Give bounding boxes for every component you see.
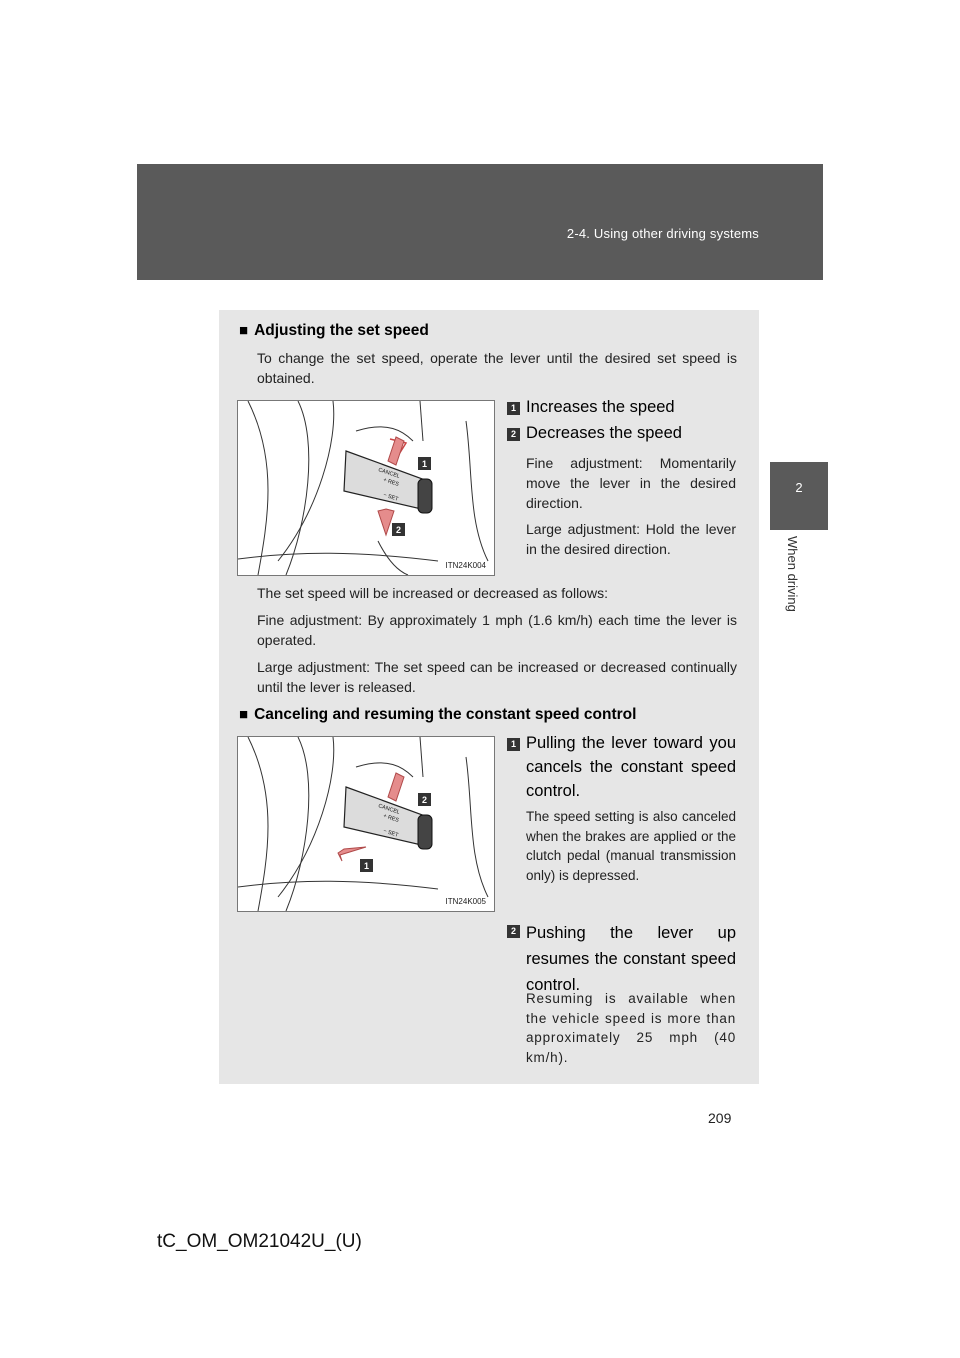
svg-text:1: 1 [363,861,370,871]
figure-code: ITN24K004 [445,561,486,570]
section2-title: Canceling and resuming the constant speed control [254,706,637,723]
square-bullet-icon: ■ [239,706,249,723]
content-panel [219,310,759,1084]
lever-illustration [238,737,494,911]
step-increase: Increases the speed [526,398,675,416]
step-resume: Pushing the lever up resumes the constant speed control. [526,924,736,994]
svg-text:2: 2 [421,795,428,805]
arrow-up-icon [388,773,404,801]
svg-text:1: 1 [421,459,428,469]
page-number: 209 [708,1110,732,1126]
lever-figure-adjust [237,400,495,576]
chapter-tab [770,462,828,530]
large-adjust-paragraph: Large adjustment: The set speed can be increased or decreased continually until the lever is released. [257,659,737,695]
step-cancel: Pulling the lever toward you cancels the constant speed control. [526,734,736,800]
cancel-note: The speed setting is also canceled when the brakes are applied or the clutch pedal (manual transmission only) is depressed. [526,809,736,883]
lever-figure-cancel [237,736,495,912]
figure-code: ITN24K005 [445,897,486,906]
section-title: 2-4. Using other driving systems [566,226,759,241]
fine-adjust-note: Fine adjustment: Momentarily move the lever in the desired direction. [526,455,736,511]
resume-note: Resuming is available when the vehicle speed is more than approximately 25 mph (40 km/h). [526,991,736,1065]
document-code: tC_OM_OM21042U_(U) [157,1231,362,1252]
lever-res-label: + RES [382,813,400,824]
lever-cancel-label: CANCEL [377,803,401,816]
step-number-1: 1 [507,738,520,751]
lever-illustration [238,401,494,575]
square-bullet-icon: ■ [239,322,249,339]
fine-adjust-paragraph: Fine adjustment: By approximately 1 mph (1.6 km/h) each time the lever is operated. [257,612,737,648]
lever-set-label: − SET [382,492,399,503]
section1-heading [239,322,429,340]
lever-set-label: − SET [382,828,399,839]
chapter-label: When driving [785,536,800,612]
large-adjust-note: Large adjustment: Hold the lever in the desired direction. [526,521,736,557]
chapter-header-band [137,164,823,280]
section2-heading [239,706,636,724]
lever-res-label: + RES [382,477,400,488]
speed-change-intro: The set speed will be increased or decreased as follows: [257,585,608,601]
section1-intro: To change the set speed, operate the lever until the desired set speed is obtained. [257,350,737,386]
step-number-2: 2 [507,925,520,938]
step-decrease: Decreases the speed [526,424,682,442]
arrow-toward-driver-icon [338,847,366,861]
arrow-down-icon [378,509,394,535]
section1-title: Adjusting the set speed [254,322,429,339]
svg-text:2: 2 [395,525,402,535]
step-number-2: 2 [507,428,520,441]
step-number-1: 1 [507,402,520,415]
chapter-number: 2 [795,480,803,495]
lever-cancel-label: CANCEL [377,467,401,480]
